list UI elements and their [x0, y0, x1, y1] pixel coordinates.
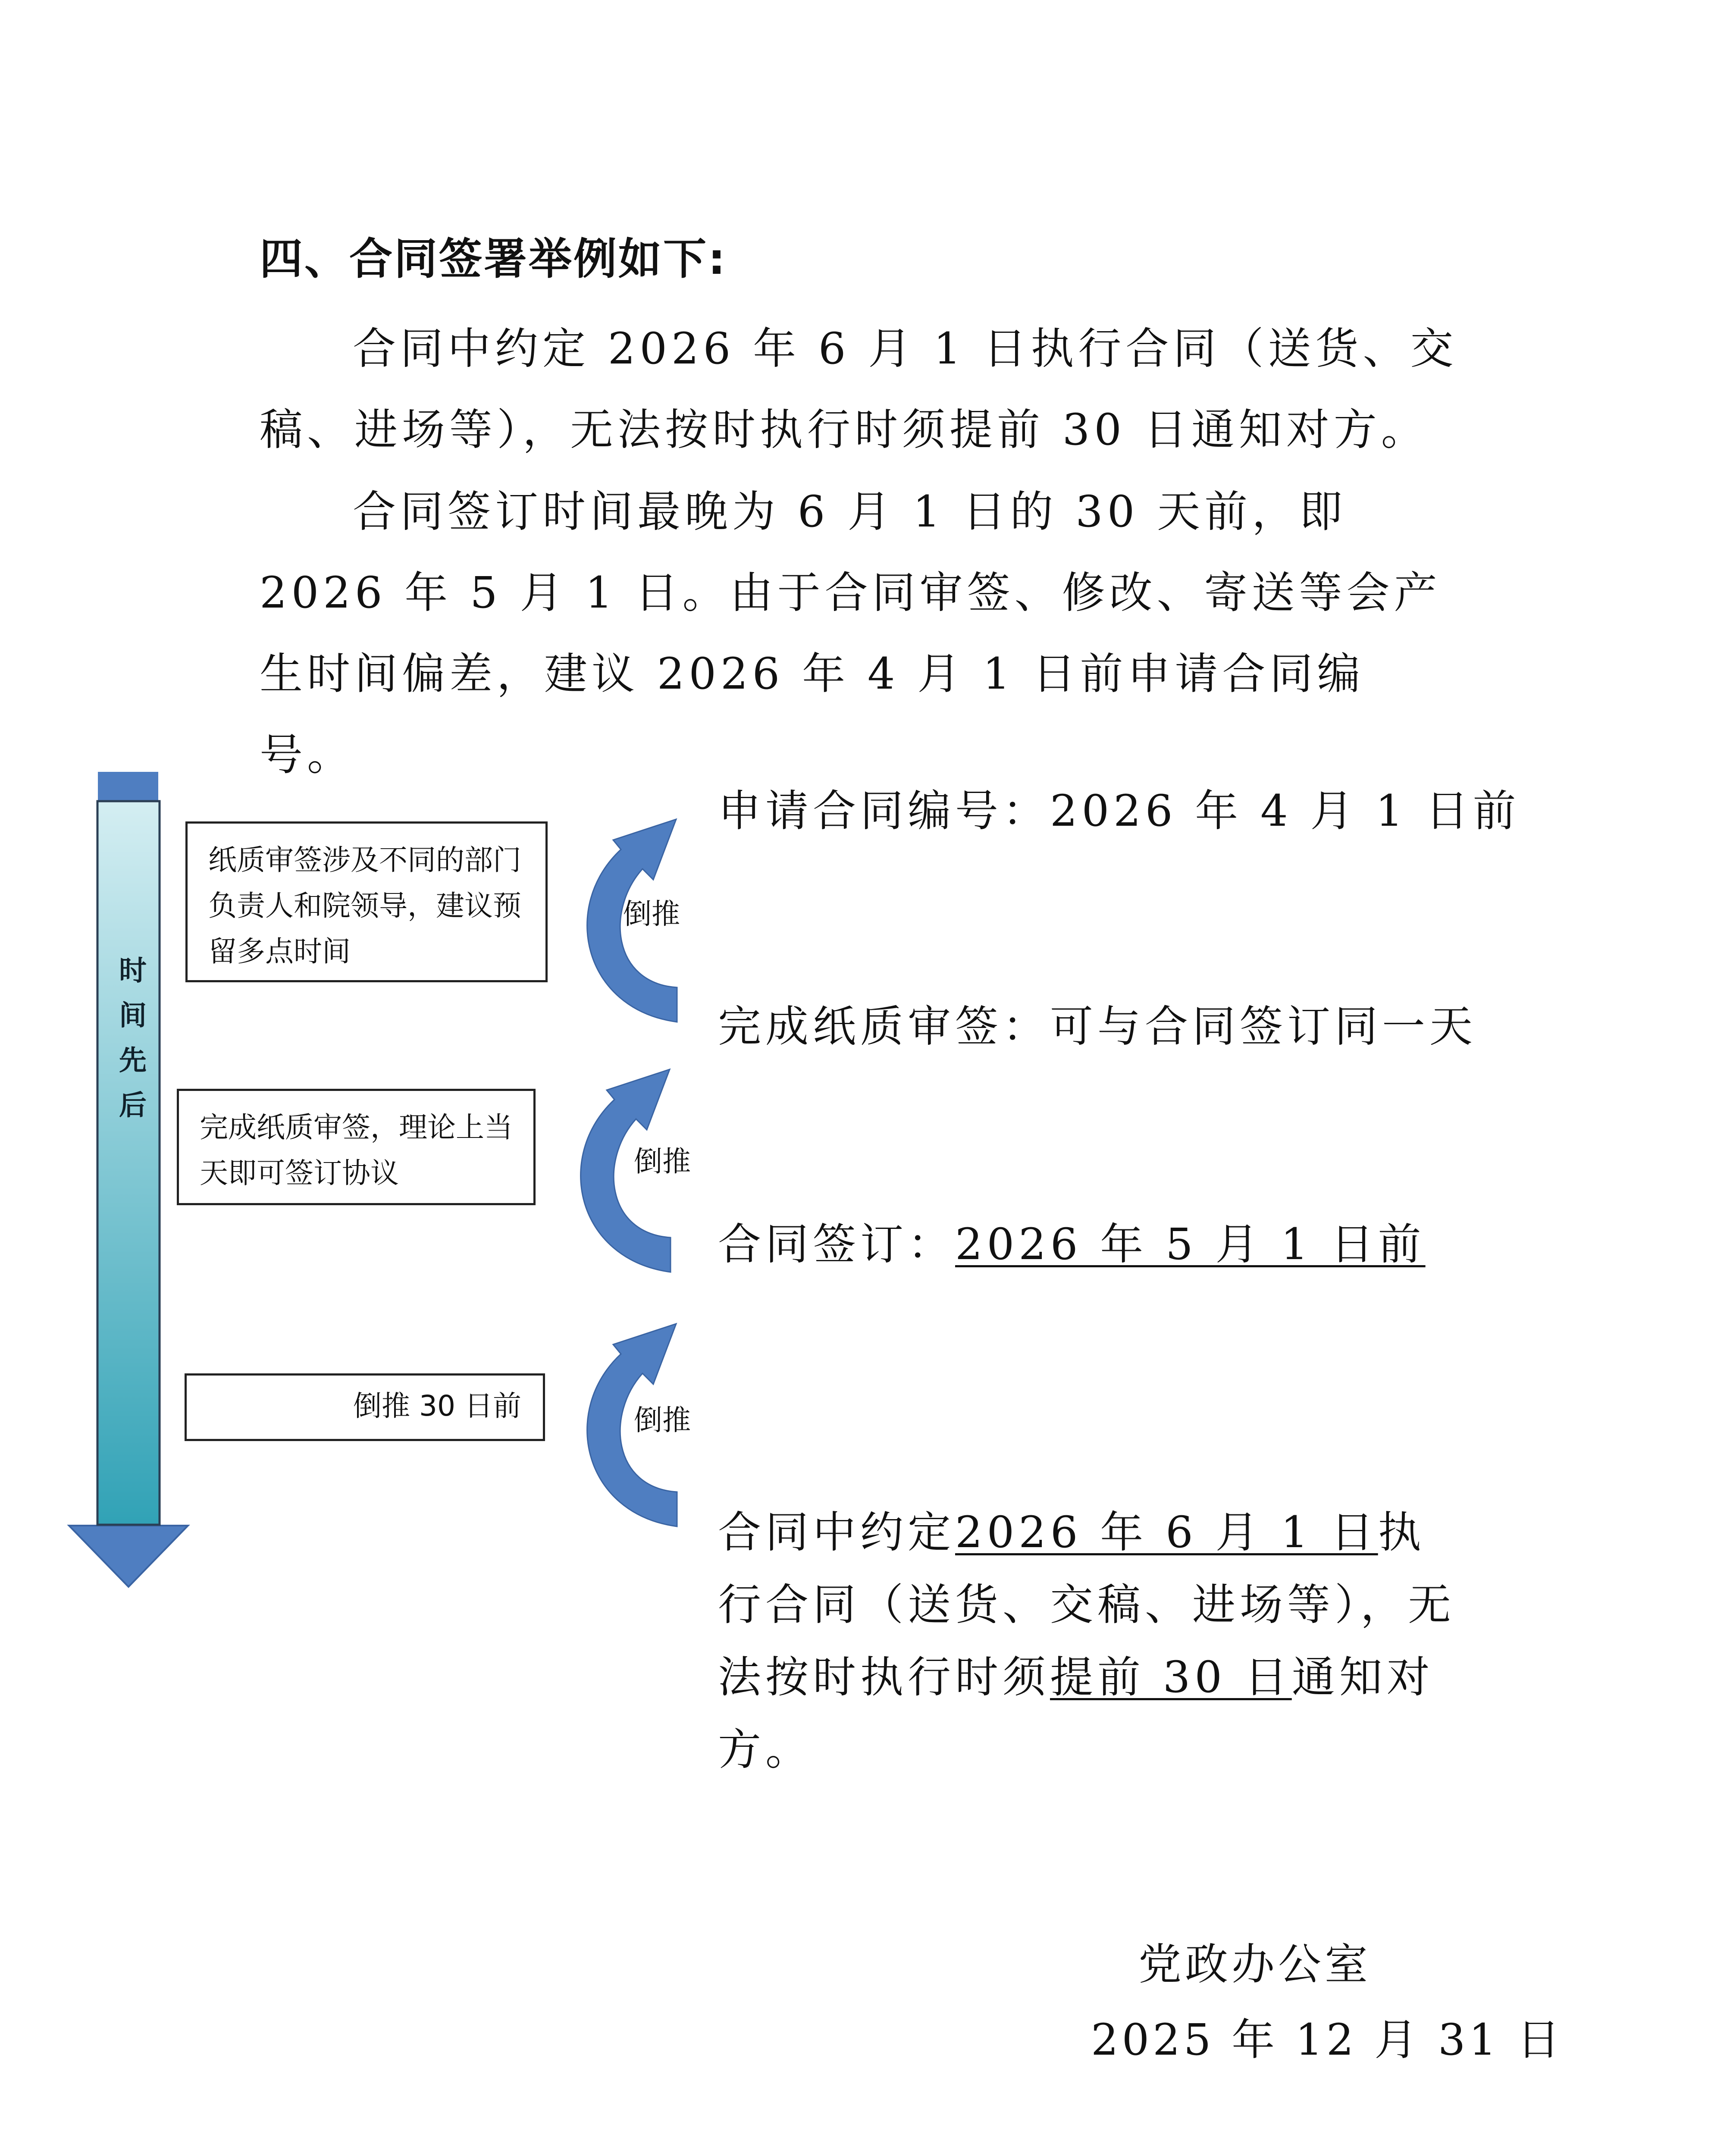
note-box-review-time	[185, 821, 548, 982]
sign-prefix: 合同签订：	[718, 1219, 955, 1269]
note-30-days-text: 倒推 30 日前	[353, 1389, 521, 1423]
step-complete-review: 完成纸质审签：可与合同签订同一天	[718, 1001, 1477, 1052]
exec-prefix: 合同中约定	[718, 1507, 955, 1557]
paragraph-2-text: 合同签订时间最晚为 6 月 1 日的 30 天前，即 2026 年 5 月 1 日。由于合同审签、修改、寄送等会产生时间偏差，建议 2026 年 4 月 1 日前申请合同编号。	[260, 486, 1442, 780]
exec-suffix: 通知对方。	[718, 1652, 1434, 1775]
note-review-time-text: 纸质审签涉及不同的部门负责人和院领导，建议预留多点时间	[208, 843, 521, 968]
note-box-same-day	[177, 1089, 536, 1205]
signature-date: 2025 年 12 月 31 日	[1091, 2015, 1564, 2065]
paragraph-1-text: 合同中约定 2026 年 6 月 1 日执行合同（送货、交稿、进场等），无法按时执行时须提前 30 日通知对方。	[260, 323, 1458, 455]
sign-date: 2026 年 5 月 1 日前	[955, 1219, 1426, 1269]
push-label-1: 倒推	[623, 897, 680, 931]
step-apply-number: 申请合同编号：2026 年 4 月 1 日前	[718, 786, 1520, 836]
exec-middle: 执行合同（送货、交稿、进场等），无法按时执行时须	[718, 1507, 1455, 1702]
timeline-arrow	[60, 768, 198, 1682]
note-same-day-text: 完成纸质审签，理论上当天即可签订协议	[200, 1111, 513, 1190]
step-contract-execution	[718, 1496, 1460, 1786]
timeline-label: 时间先后	[119, 955, 147, 1122]
paragraph-2	[260, 471, 1458, 796]
paragraph-1	[260, 308, 1458, 470]
push-label-2: 倒推	[634, 1145, 691, 1178]
exec-notice: 提前 30 日	[1050, 1652, 1292, 1702]
section-heading: 四、合同签署举例如下:	[260, 234, 727, 284]
note-box-30-days	[185, 1373, 545, 1441]
signature-office: 党政办公室	[1138, 1939, 1371, 1990]
step-contract-signing	[718, 1210, 1426, 1272]
exec-date: 2026 年 6 月 1 日	[955, 1507, 1378, 1557]
push-label-3: 倒推	[634, 1404, 691, 1437]
